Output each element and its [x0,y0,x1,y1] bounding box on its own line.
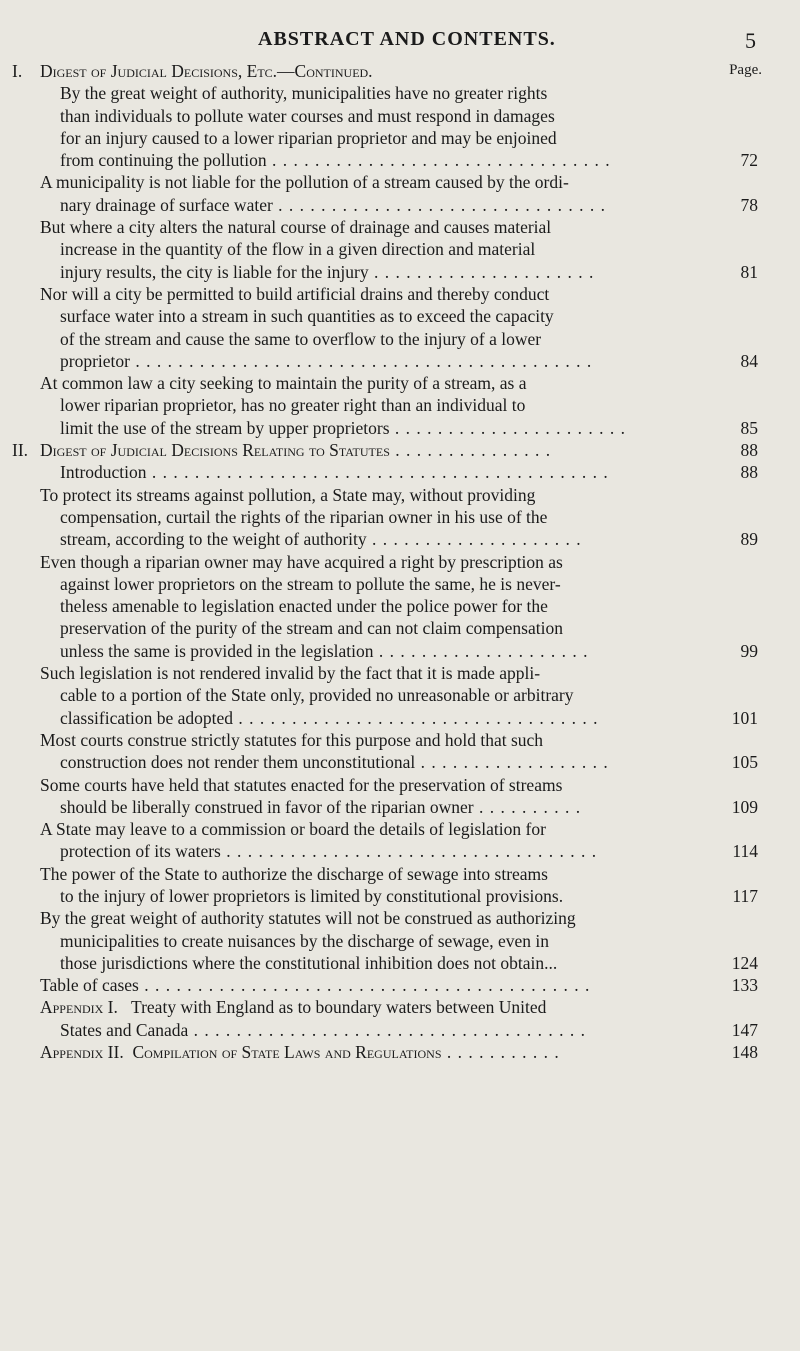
toc-line: surface water into a stream in such quantities as to exceed the capacity [60,306,554,327]
toc-entry: injury results, the city is liable for the injury . . . . . . . . . . . . . . . . . . . . . 81 [60,261,758,282]
toc-entry: proprietor . . . . . . . . . . . . . . . . . . . . . . . . . . . . . . . . . . . . . . . . . . . 84 [60,350,758,371]
page-ref: 99 [740,640,758,661]
section-heading: II. Digest of Judicial Decisions Relating to Statutes . . . . . . . . . . . . . . . 88 [12,440,758,461]
toc-line: Nor will a city be permitted to build artificial drains and thereby conduct [40,283,550,304]
toc-line: Even though a riparian owner may have acquired a right by prescription as [40,551,563,572]
toc-line: Such legislation is not rendered invalid by the fact that it is made appli- [40,663,541,684]
toc-entry: Appendix II. Compilation of State Laws and Regulations . . . . . . . . . . . 148 [40,1042,758,1063]
page-ref: 89 [740,529,758,550]
toc-entry: classification be adopted . . . . . . . . . . . . . . . . . . . . . . . . . . . . . . . . . . 101 [60,707,758,728]
appendix-label: Appendix I. [40,997,118,1018]
page-ref: 124 [731,952,758,973]
toc-line: preservation of the purity of the stream and can not claim compensation [60,618,563,639]
section-heading [0,60,800,82]
toc-entry: from continuing the pollution . . . . . . . . . . . . . . . . . . . . . . . . . . . . . . . . 72 [60,150,758,171]
page-column-label: Page. [729,62,762,78]
page-ref: 88 [740,440,758,461]
page-ref: 72 [740,150,758,171]
toc-line: But where a city alters the natural course of drainage and causes material [40,217,552,238]
page-ref: 101 [731,707,758,728]
toc-line: To protect its streams against pollution, a State may, without providing [40,484,536,505]
toc-line: theless amenable to legislation enacted under the police power for the [60,596,548,617]
toc-line: increase in the quantity of the flow in a given direction and material [60,239,536,260]
toc-line: against lower proprietors on the stream to pollute the same, he is never- [60,573,561,594]
toc-entry: protection of its waters . . . . . . . . . . . . . . . . . . . . . . . . . . . . . . . . . . . 114 [60,841,758,862]
section-title: Digest of Judicial Decisions Relating to Statutes [40,440,390,461]
toc-line: for an injury caused to a lower riparian proprietor and may be enjoined [60,127,557,148]
page-ref: 148 [731,1042,758,1063]
toc-entry: nary drainage of surface water . . . . . . . . . . . . . . . . . . . . . . . . . . . . . . . 78 [60,194,758,215]
toc-line: At common law a city seeking to maintain the purity of a stream, as a [40,373,527,394]
toc-line: Some courts have held that statutes enacted for the preservation of streams [40,774,563,795]
page-number: 5 [745,28,756,53]
appendix-label: Appendix II. [40,1042,124,1063]
toc-entry: to the injury of lower proprietors is limited by constitutional provisions. 117 [60,885,758,906]
toc-line: lower riparian proprietor, has no greater right than an individual to [60,395,526,416]
page-ref: 133 [731,975,758,996]
toc-entry: unless the same is provided in the legislation . . . . . . . . . . . . . . . . . . . . 99 [60,640,758,661]
table-of-contents [0,60,800,1063]
page-ref: 114 [732,841,758,862]
toc-line: A municipality is not liable for the pollution of a stream caused by the ordi- [40,172,569,193]
page-ref: 109 [731,796,758,817]
section-title: Digest of Judicial Decisions, Etc.—Continued. [40,61,373,81]
running-title: ABSTRACT AND CONTENTS. [258,28,556,50]
toc-entry: limit the use of the stream by upper proprietors . . . . . . . . . . . . . . . . . . . . . . 85 [60,417,758,438]
page-ref: 85 [740,417,758,438]
toc-line: municipalities to create nuisances by the discharge of sewage, even in [60,930,550,951]
page-ref: 78 [740,194,758,215]
toc-entry: Table of cases . . . . . . . . . . . . . . . . . . . . . . . . . . . . . . . . . . . . . . . . . . 133 [40,975,758,996]
toc-entry: stream, according to the weight of authority . . . . . . . . . . . . . . . . . . . . 89 [60,529,758,550]
page-ref: 105 [731,752,758,773]
toc-line: A State may leave to a commission or board the details of legislation for [40,819,546,840]
toc-entry: construction does not render them unconstitutional . . . . . . . . . . . . . . . . . . 105 [60,752,758,773]
toc-line: Most courts construe strictly statutes for this purpose and hold that such [40,729,544,750]
toc-line: cable to a portion of the State only, provided no unreasonable or arbitrary [60,685,574,706]
toc-line: The power of the State to authorize the discharge of sewage into streams [40,863,548,884]
page-ref: 84 [740,350,758,371]
section-numeral: II. [12,440,29,461]
toc-line: of the stream and cause the same to overflow to the injury of a lower [60,328,542,349]
toc-line: compensation, curtail the rights of the riparian owner in his use of the [60,506,548,527]
toc-entry: Introduction . . . . . . . . . . . . . . . . . . . . . . . . . . . . . . . . . . . . . . . . . . . 88 [60,462,758,483]
page-ref: 88 [740,462,758,483]
toc-line: By the great weight of authority, municipalities have no greater rights [60,83,548,104]
section-numeral: I. [12,61,23,81]
page-ref: 147 [731,1019,758,1040]
toc-line: than individuals to pollute water courses and must respond in damages [60,105,555,126]
toc-entry: States and Canada . . . . . . . . . . . . . . . . . . . . . . . . . . . . . . . . . . . . . 147 [60,1019,758,1040]
toc-entry: should be liberally construed in favor of the riparian owner . . . . . . . . . . 109 [60,796,758,817]
toc-line: Appendix I. Treaty with England as to boundary waters between United [40,997,547,1018]
page-header [0,28,800,58]
toc-entry: those jurisdictions where the constitutional inhibition does not obtain... 124 [60,952,758,973]
page-ref: 117 [732,885,758,906]
toc-line: By the great weight of authority statutes will not be construed as authorizing [40,908,576,929]
page-ref: 81 [740,261,758,282]
